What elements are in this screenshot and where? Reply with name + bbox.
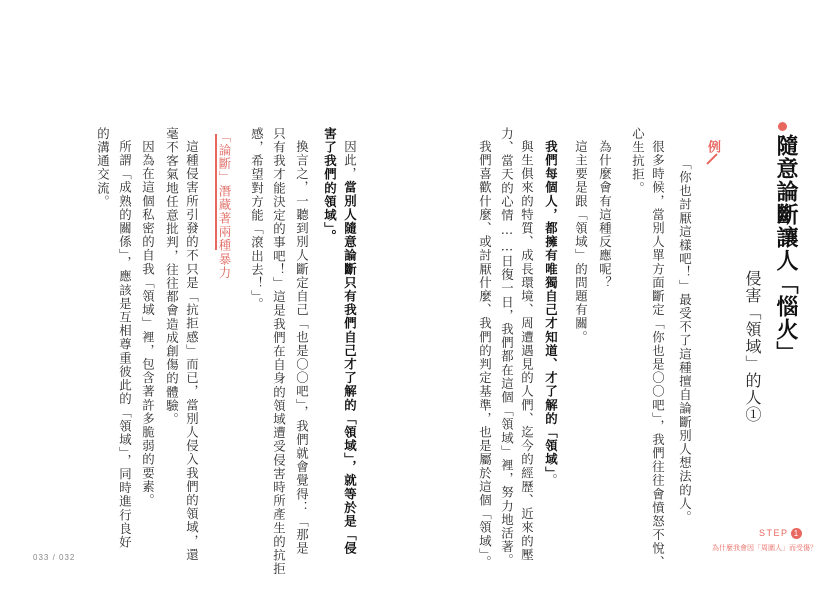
body-col-r7: 與生俱來的特質、成長環境、周遭遇見的人們、迄今的經歷、近來的壓	[519, 140, 535, 562]
section-heading: 「論斷」潛藏著兩種暴力	[217, 130, 232, 280]
body-col-l7: 毫不客氣地任意批判，往往都會造成創傷的體驗。	[164, 127, 180, 427]
page-numbers: 033 / 032	[33, 553, 76, 562]
body-col-l2: 害了我們的領域」。	[322, 127, 338, 244]
body-col-l9: 所謂「成熟的關係」，應該是互相尊重彼此的「領域」，同時進行良好	[117, 140, 133, 550]
body-col-l10: 的溝通交流。	[95, 127, 111, 209]
running-head: 為什麼我會因「周圍人」而受傷？	[712, 544, 817, 552]
body-col-r9: 我們喜歡什麼、或討厭什麼、我們的判定基準，也是屬於這個「領域」。	[477, 140, 493, 569]
body-col-r3: 心生抗拒。	[630, 127, 646, 195]
body-col-l3: 換言之，一聽到別人斷定自己「也是〇〇吧」，我們就會覺得：「那是	[294, 140, 310, 556]
step-label: STEP 1	[759, 528, 802, 539]
body-col-l6: 這種侵害所引發的不只是「抗拒感」而已，當別人侵入我們的領域，還	[184, 140, 200, 562]
body-col-l5: 感，希望對方能「滾出去！」。	[249, 127, 265, 312]
body-col-r8: 力、當天的心情……日復一日，我們都在這個「領域」裡，努力地活著。	[499, 127, 515, 568]
emphasis-text: 當別人隨意論斷只有我們自己才了解的「領域」，就等於是「侵	[342, 180, 358, 556]
body-col-r2: 很多時候，當別人單方面斷定「你也是〇〇吧」，我們往往會憤怒不悅、	[650, 140, 666, 569]
page-subtitle: 侵害「領域」的人①	[743, 270, 762, 423]
body-col-l4: 只有我才能決定的事吧！」這是我們在自身的領域遭受侵害時所產生的抗拒	[271, 127, 287, 576]
body-col-r6: 我們每個人，都擁有唯獨自己才知道、才了解的「領域」。	[543, 140, 559, 488]
body-col-l8: 因為在這個私密的自我「領域」裡，包含著許多脆弱的要素。	[140, 140, 156, 508]
body-col-l1: 因此，當別人隨意論斷只有我們自己才了解的「領域」，就等於是「侵	[342, 140, 358, 556]
example-quote: 「你也討厭這樣吧！」最受不了這種擅自論斷別人想法的人。	[677, 157, 693, 525]
example-slash-icon	[706, 153, 717, 164]
body-col-r5: 這主要是跟「領域」的問題有關。	[573, 140, 589, 344]
emphasis-text: 我們每個人，都擁有唯獨自己才知道、才了解的「領域」	[543, 140, 559, 474]
example-mark: 例	[705, 140, 720, 154]
page-title: 隨意論斷讓人「惱火」	[773, 134, 799, 364]
body-col-r4: 為什麼會有這種反應呢？	[597, 140, 613, 290]
title-bullet-icon	[778, 122, 787, 131]
step-number-badge: 1	[791, 528, 802, 539]
